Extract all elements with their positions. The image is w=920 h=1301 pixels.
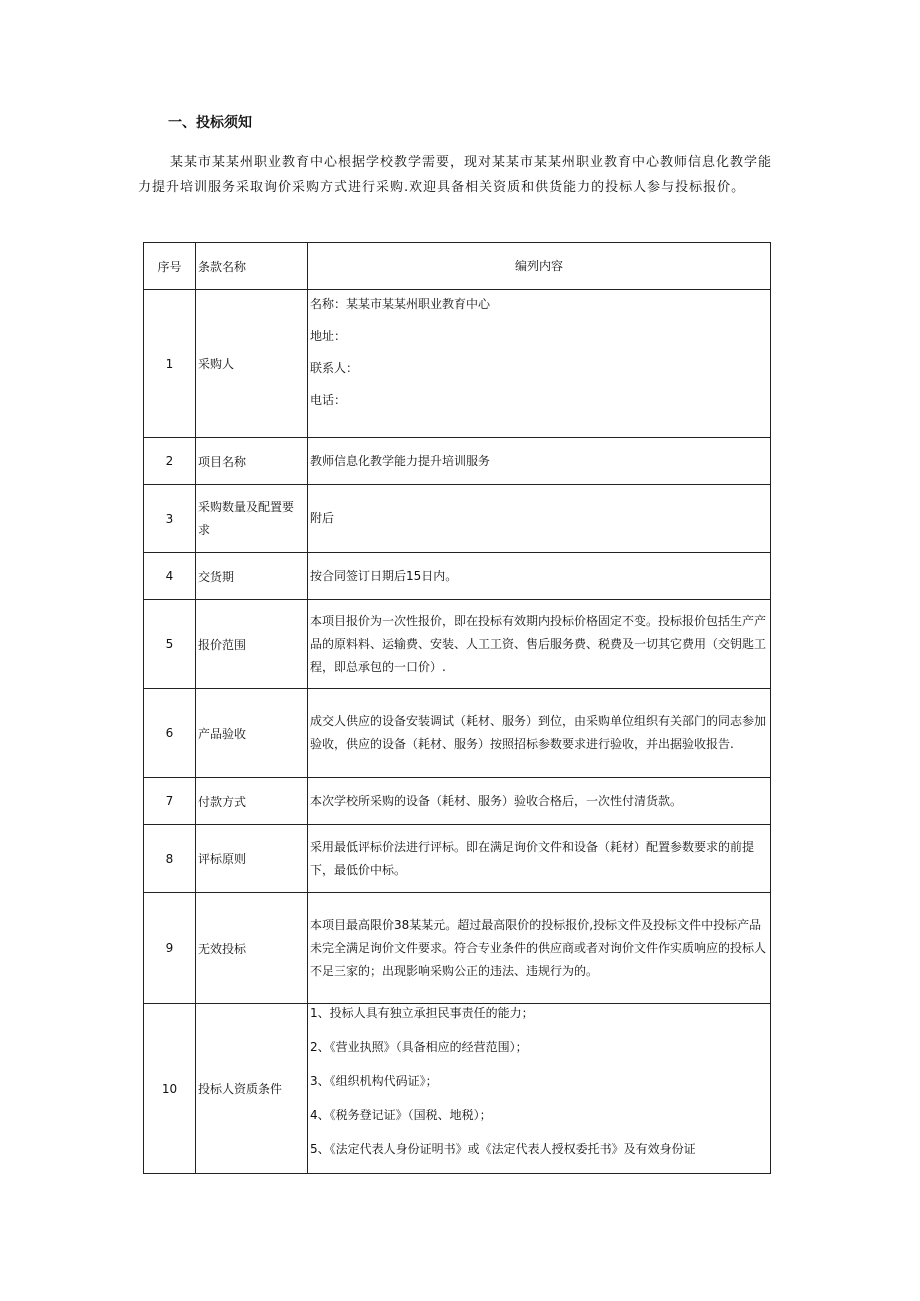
table-row [144,485,771,553]
table-row [144,438,771,485]
row-name: 交货期 [196,553,308,600]
row-name: 付款方式 [196,778,308,825]
row-name: 报价范围 [196,600,308,689]
row-no: 9 [144,893,196,1004]
row-no: 10 [144,1004,196,1174]
table-row [144,893,771,1004]
row-no: 7 [144,778,196,825]
table-row [144,689,771,778]
table-row [144,825,771,893]
row-content [308,1004,771,1174]
table-header-row [144,243,771,290]
row-content: 按合同签订日期后15日内。 [308,553,771,600]
row-name: 无效投标 [196,893,308,1004]
row-no: 8 [144,825,196,893]
content-line: 5、《法定代表人身份证明书》或《法定代表人授权委托书》及有效身份证 [310,1142,696,1156]
row-name: 项目名称 [196,438,308,485]
table-row [144,1004,771,1174]
intro-paragraph: 某某市某某州职业教育中心根据学校教学需要，现对某某市某某州职业教育中心教师信息化教学能力提升培训服务采取询价采购方式进行采购.欢迎具备相关资质和供货能力的投标人参与投标报价。 [138,155,773,195]
row-name: 采购数量及配置要求 [196,485,308,553]
content-line: 2、《营业执照》（具备相应的经营范围）； [310,1040,528,1054]
content-line: 地址： [310,329,347,343]
content-line: 4、《税务登记证》（国税、地税）； [310,1108,492,1122]
content-line: 电话： [310,393,347,407]
row-content: 本次学校所采购的设备（耗材、服务）验收合格后，一次性付清货款。 [308,778,771,825]
row-name: 产品验收 [196,689,308,778]
row-name: 评标原则 [196,825,308,893]
section-heading: 一、投标须知 [168,115,252,131]
row-content: 本项目最高限价38某某元。超过最高限价的投标报价,投标文件及投标文件中投标产品未完全满足询价文件要求。符合专业条件的供应商或者对询价文件作实质响应的投标人不足三家的；出现影响采购公正的违法、违规行为的。 [308,893,771,1004]
header-name: 条款名称 [196,243,308,290]
header-no: 序号 [144,243,196,290]
row-no: 6 [144,689,196,778]
content-line: 联系人： [310,361,359,375]
table-row [144,290,771,438]
row-name: 采购人 [196,290,308,438]
row-content: 教师信息化教学能力提升培训服务 [308,438,771,485]
table-row [144,553,771,600]
row-content: 采用最低评标价法进行评标。即在满足询价文件和设备（耗材）配置参数要求的前提下，最低价中标。 [308,825,771,893]
row-no: 2 [144,438,196,485]
row-no: 1 [144,290,196,438]
content-line: 3、《组织机构代码证》； [310,1074,438,1088]
row-content: 附后 [308,485,771,553]
row-no: 5 [144,600,196,689]
row-no: 4 [144,553,196,600]
bidding-terms-table [143,242,771,1174]
row-content: 本项目报价为一次性报价，即在投标有效期内投标价格固定不变。投标报价包括生产产品的原料料、运输费、安装、人工工资、售后服务费、税费及一切其它费用（交钥匙工程，即总承包的一口价）. [308,600,771,689]
table-row [144,778,771,825]
row-content [308,290,771,438]
row-name: 投标人资质条件 [196,1004,308,1174]
table-row [144,600,771,689]
content-line: 1、投标人具有独立承担民事责任的能力； [310,1006,534,1020]
header-content: 编列内容 [308,243,771,290]
content-line: 名称：某某市某某州职业教育中心 [310,297,491,311]
row-no: 3 [144,485,196,553]
row-content: 成交人供应的设备安装调试（耗材、服务）到位，由采购单位组织有关部门的同志参加验收，供应的设备（耗材、服务）按照招标参数要求进行验收，并出据验收报告. [308,689,771,778]
